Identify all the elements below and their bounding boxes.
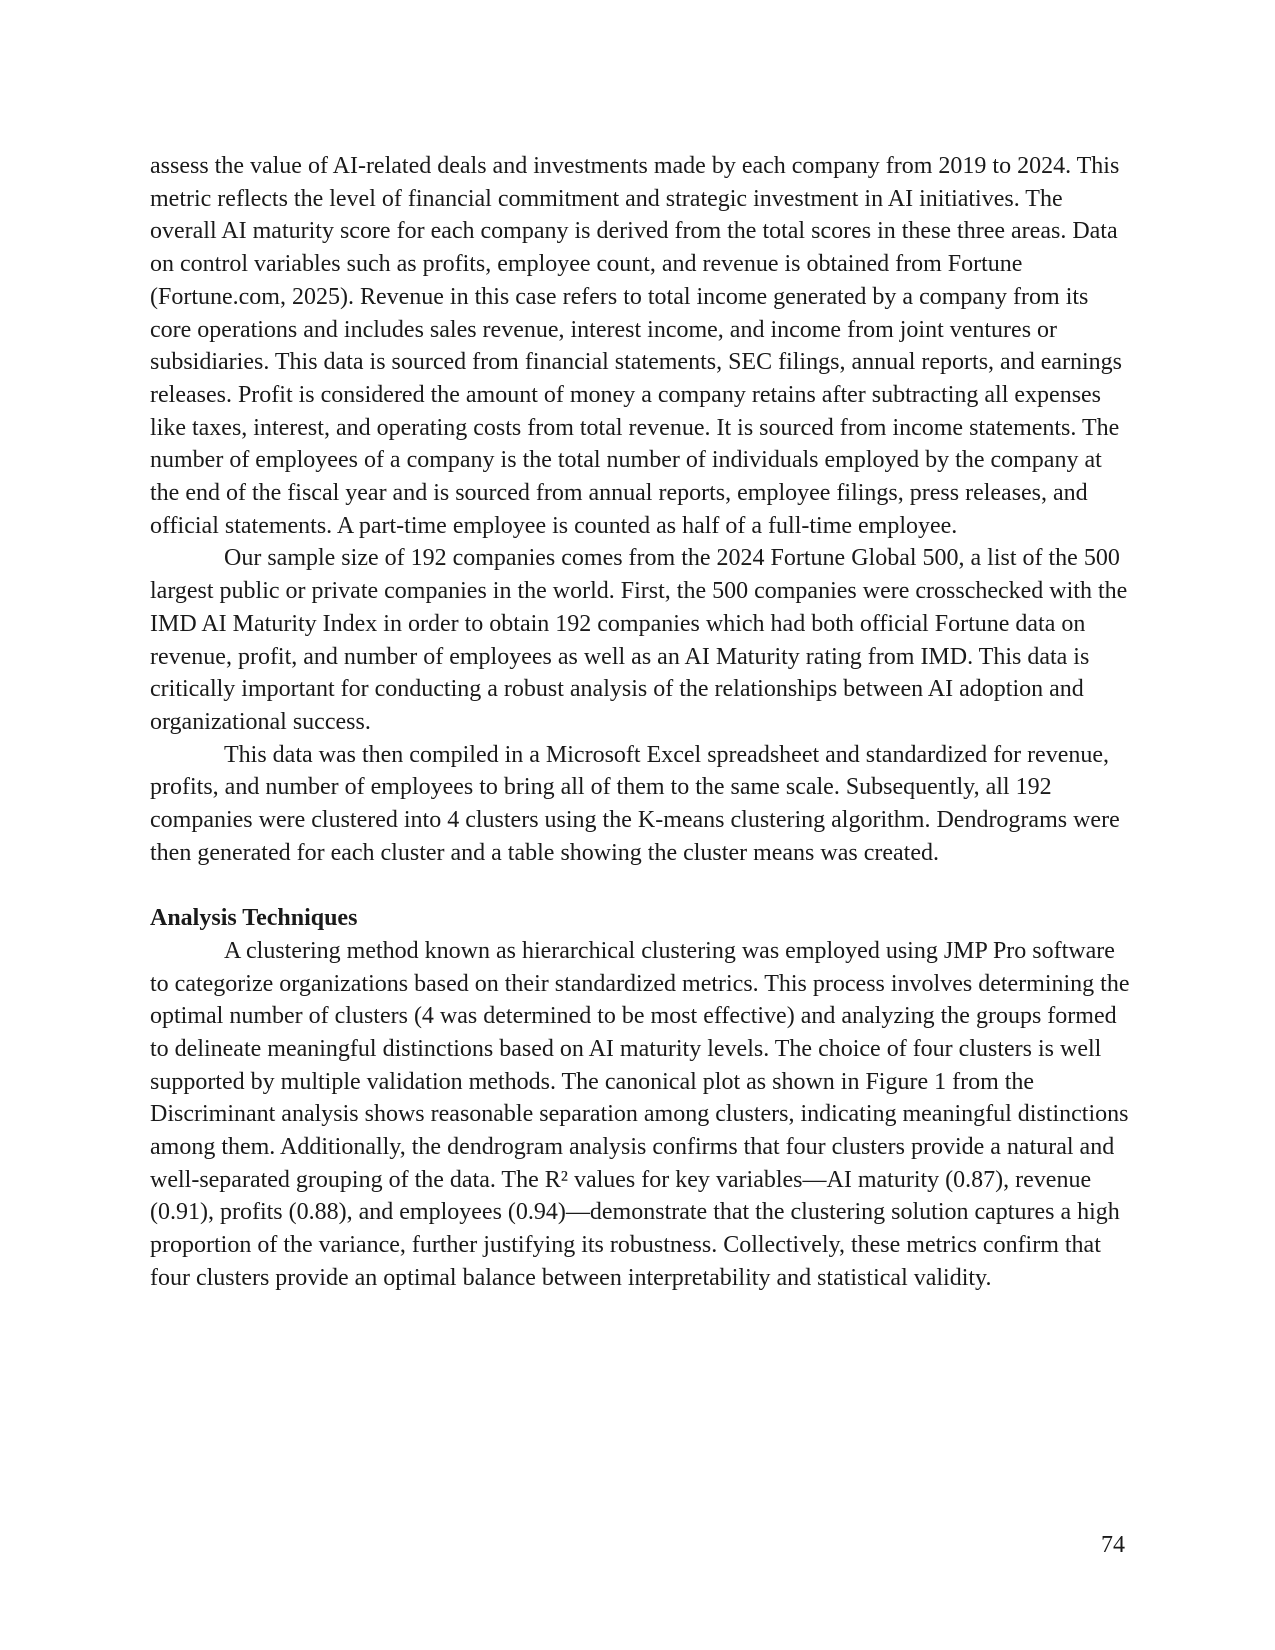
paragraph-data-sources: assess the value of AI-related deals and investments made by each company from 2019 to 2024. This metric reflects the level of financial commitment and strategic investment in AI initiatives. The overall AI maturity score for each company is derived from the total scores in these three areas. Data on control variables such as profits, employee count, and revenue is obtained from Fortune (Fortune.com, 2025). Revenue in this case refers to total income generated by a company from its core operations and includes sales revenue, interest income, and income from joint ventures or subsidiaries. This data is sourced from financial statements, SEC filings, annual reports, and earnings releases. Profit is considered the amount of money a company retains after subtracting all expenses like taxes, interest, and operating costs from total revenue. It is sourced from income statements. The number of employees of a company is the total number of individuals employed by the company at the end of the fiscal year and is sourced from annual reports, employee filings, press releases, and official statements. A part-time employee is counted as half of a full-time employee.	[150, 153, 1123, 539]
paragraph-data-processing: This data was then compiled in a Microsoft Excel spreadsheet and standardized for revenue, profits, and number of employees to bring all of them to the same scale. Subsequently, all 192 companies were clustered into 4 clusters using the K-means clustering algorithm. Dendrograms were then generated for each cluster and a table showing the cluster means was created.	[150, 741, 1120, 866]
paragraph-analysis-techniques: A clustering method known as hierarchical clustering was employed using JMP Pro software to categorize organizations based on their standardized metrics. This process involves determining the optimal number of clusters (4 was determined to be most effective) and analyzing the groups formed to delineate meaningful distinctions based on AI maturity levels. The choice of four clusters is well supported by multiple validation methods. The canonical plot as shown in Figure 1 from the Discriminant analysis shows reasonable separation among clusters, indicating meaningful distinctions among them. Additionally, the dendrogram analysis confirms that four clusters provide a natural and well-separated grouping of the data. The R² values for key variables—AI maturity (0.87), revenue (0.91), profits (0.88), and employees (0.94)—demonstrate that the clustering solution captures a high proportion of the variance, further justifying its robustness. Collectively, these metrics confirm that four clusters provide an optimal balance between interpretability and statistical validity.	[150, 937, 1130, 1291]
page-number: 74	[1101, 1532, 1125, 1558]
paragraph-sample-size: Our sample size of 192 companies comes from the 2024 Fortune Global 500, a list of the 500 largest public or private companies in the world. First, the 500 companies were crosschecked with the IMD AI Maturity Index in order to obtain 192 companies which had both official Fortune data on revenue, profit, and number of employees as well as an AI Maturity rating from IMD. This data is critically important for conducting a robust analysis of the relationships between AI adoption and organizational success.	[150, 545, 1128, 735]
section-heading: Analysis Techniques	[150, 905, 358, 932]
page-body	[150, 150, 1130, 1295]
